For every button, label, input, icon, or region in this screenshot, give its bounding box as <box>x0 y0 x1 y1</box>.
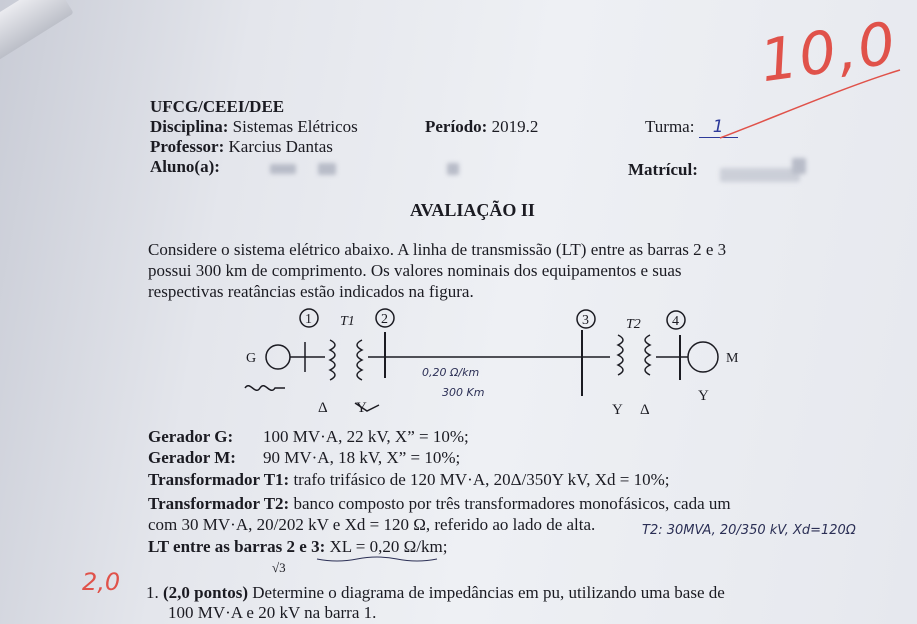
spec-transformador-t2 <box>148 494 731 514</box>
bus-1-label: 1 <box>305 312 312 327</box>
period-label: Período: <box>425 117 488 136</box>
generator-label: G <box>246 351 257 366</box>
spec-gerador-g <box>148 427 469 447</box>
motor-label: M <box>726 351 739 366</box>
spec-text: 100 MV·A, 22 kV, X” = 10%; <box>263 427 469 446</box>
grade-mark: 10,0 <box>755 8 902 96</box>
question-1 <box>146 583 725 603</box>
t2-wye: Y <box>612 402 623 418</box>
period-value: 2019.2 <box>491 117 539 136</box>
spec-label: LT entre as barras 2 e 3: <box>148 537 326 556</box>
t1-label: T1 <box>340 314 355 329</box>
professor-value: Karcius Dantas <box>228 137 333 156</box>
t2-label: T2 <box>626 317 641 332</box>
sqrt-note: √3 <box>272 560 286 575</box>
spec-text: banco composto por três transformadores monofásicos, cada um <box>293 494 731 513</box>
bus-4-label: 4 <box>672 314 679 329</box>
spec-text: XL = 0,20 Ω/km; <box>329 537 448 556</box>
t2-delta: Δ <box>640 402 650 418</box>
spec-text: trafo trifásico de 120 MV·A, 20Δ/350Y kV, Xd = 10%; <box>293 470 670 489</box>
question-points: (2,0 pontos) <box>163 583 249 602</box>
discipline-value: Sistemas Elétricos <box>232 117 358 136</box>
t1-secondary-coil <box>357 340 362 380</box>
institution: UFCG/CEEI/DEE <box>150 97 285 116</box>
generator-symbol <box>266 345 290 369</box>
turma-label: Turma: <box>645 117 695 136</box>
t1-wye: Y <box>356 400 367 416</box>
t2-secondary-coil <box>645 335 650 375</box>
spec-text: 90 MV·A, 18 kV, X” = 10%; <box>263 448 461 467</box>
intro-line-2: possui 300 km de comprimento. Os valores nominais dos equipamentos e suas <box>148 261 682 280</box>
exam-title: AVALIAÇÃO II <box>410 200 535 220</box>
aluno-label: Aluno(a): <box>150 157 220 176</box>
spec-label: Transformador T2: <box>148 494 290 513</box>
spec-lt <box>148 537 447 557</box>
spec-transformador-t1 <box>148 470 670 490</box>
line-length-note: 300 Km <box>442 386 485 399</box>
spec-label: Gerador G: <box>148 427 234 446</box>
bus-3-label: 3 <box>582 313 589 328</box>
motor-wye: Y <box>698 388 709 404</box>
matricula-label: Matrícul: <box>628 160 698 179</box>
question-text-2: 100 MV·A e 20 kV na barra 1. <box>168 603 377 622</box>
spec-label: Transformador T1: <box>148 470 290 489</box>
discipline-label: Disciplina: <box>150 117 229 136</box>
motor-symbol <box>688 342 718 372</box>
question-score: 2,0 <box>82 568 121 596</box>
question-number: 1. <box>146 583 159 602</box>
margin-note: T2: 30MVA, 20/350 kV, Xd=120Ω <box>642 523 856 538</box>
spec-label: Gerador M: <box>148 448 236 467</box>
spec-gerador-m <box>148 448 460 468</box>
t1-delta: Δ <box>318 400 328 416</box>
spec-transformador-t2-cont <box>148 515 595 535</box>
intro-line-1: Considere o sistema elétrico abaixo. A linha de transmissão (LT) entre as barras 2 e 3 <box>148 240 727 259</box>
question-text-1: Determine o diagrama de impedâncias em pu, utilizando uma base de <box>252 583 725 602</box>
line-reactance-note: 0,20 Ω/km <box>422 366 480 379</box>
professor-label: Professor: <box>150 137 225 156</box>
spec-text: com 30 MV·A, 20/202 kV e Xd = 120 Ω, referido ao lado de alta. <box>148 515 596 534</box>
t1-primary-coil <box>330 340 335 380</box>
ground-scribble <box>245 386 285 391</box>
intro-line-3: respectivas reatâncias estão indicados na figura. <box>148 282 474 301</box>
bus-2-label: 2 <box>381 312 388 327</box>
t2-primary-coil <box>618 335 623 375</box>
turma-value: 1 <box>699 117 738 138</box>
